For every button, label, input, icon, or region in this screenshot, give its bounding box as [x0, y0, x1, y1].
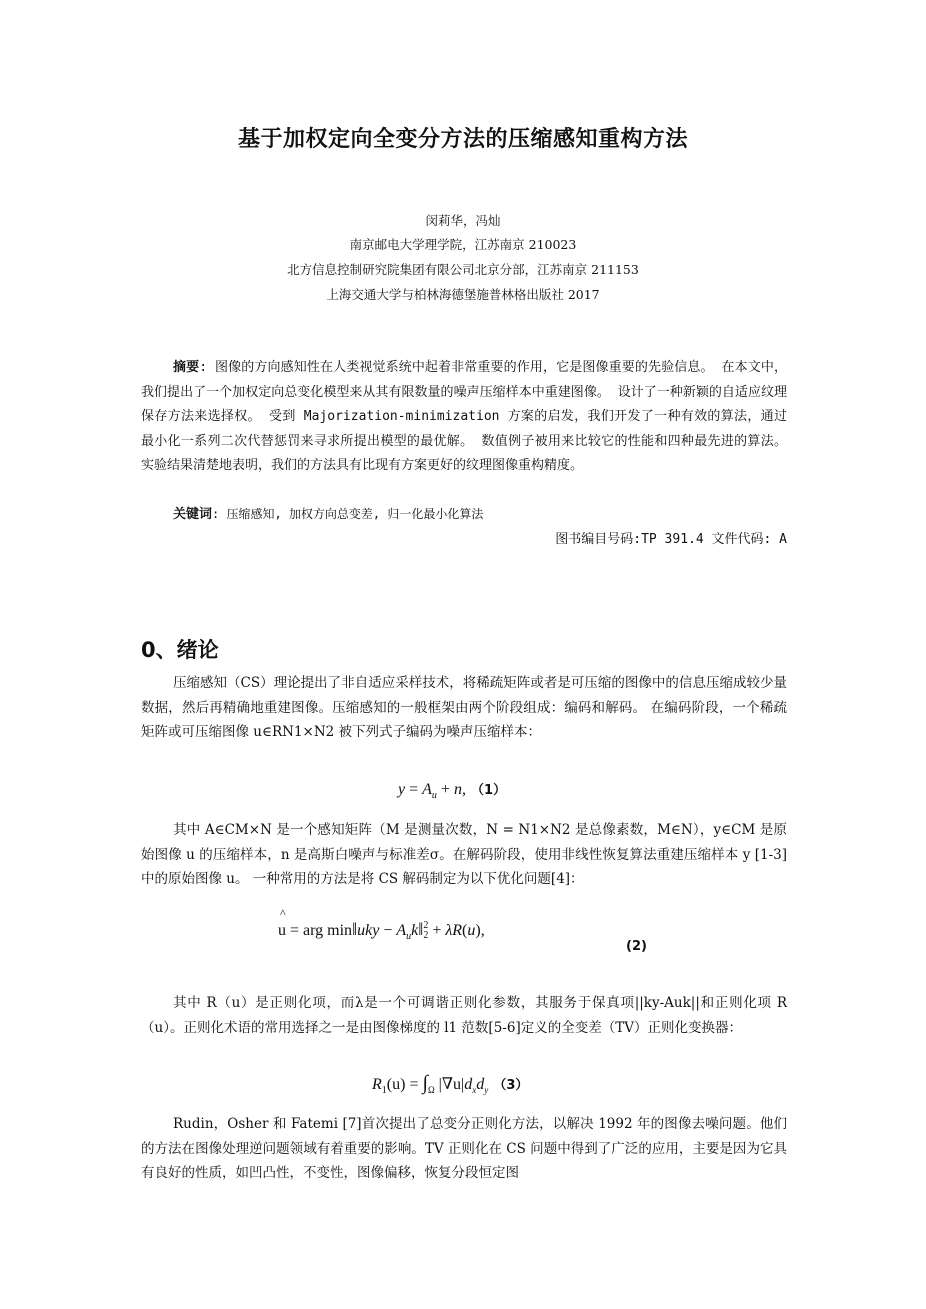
- abstract-text: : 图像的方向感知性在人类视觉系统中起着非常重要的作用，它是图像重要的先验信息。 在本文中，我们提出了一个加权定向总变化模型来从其有限数量的噪声压缩样本中重建图像。 设计了一种新颖的自适应纹理保存方法来选择权。 受到 Majorization-minimization 方案的启发，我们开发了一种有效的算法，通过最小化一系列二次代替惩罚来寻求所提出模型的最优解。 数值例子被用来比较它的性能和四种最先进的算法。 实验结果清楚地表明，我们的方法具有比现有方案更好的纹理图像重构精度。: [141, 360, 787, 473]
- equation-3-formula: $R_1(u) = \int_\Omega$ $|\nabla u|d_xd_y$: [372, 1072, 489, 1097]
- paragraph-2: 其中 A∈CM×N 是一个感知矩阵（M 是测量次数，N = N1×N2 是总像素数，M∈N），y∈CM 是原始图像 u 的压缩样本，n 是高斯白噪声与标准差σ。在解码阶段，使用非线性恢复算法重建压缩样本 y [1-3]中的原始图像 u。 一种常用的方法是将 CS 解码制定为以下优化问题[4]：: [141, 822, 787, 887]
- equation-1-number: （1）: [471, 783, 507, 798]
- equation-1: [398, 779, 506, 801]
- keywords-label: 关键词: [173, 507, 213, 522]
- section-heading: 0、绪论: [141, 638, 219, 662]
- paragraph-4: Rudin，Osher 和 Fatemi [7]首次提出了总变分正则化方法，以解决 1992 年的图像去噪问题。他们的方法在图像处理逆问题领域有着重要的影响。TV 正则化在 CS 问题中得到了广泛的应用，主要是因为它具有良好的性质，如凹凸性，不变性，图像偏移，恢复分段恒定图: [141, 1116, 787, 1181]
- equation-2: [278, 906, 485, 943]
- equation-3-number: （3）: [493, 1078, 529, 1093]
- keywords-text: : 压缩感知, 加权方向总变差, 归一化最小化算法: [212, 507, 484, 521]
- authors: 闵莉华，冯灿: [425, 213, 501, 228]
- abstract-label: 摘要: [173, 360, 200, 375]
- abstract: [141, 356, 787, 479]
- paragraph-1: 压缩感知（CS）理论提出了非自适应采样技术，将稀疏矩阵或者是可压缩的图像中的信息压缩成较少量数据，然后再精确地重建图像。压缩感知的一般框架由两个阶段组成：编码和解码。 在编码阶段，一个稀疏矩阵或可压缩图像 u∈RN1×N2 被下列式子编码为噪声压缩样本：: [141, 675, 787, 740]
- affiliation-2: 北方信息控制研究院集团有限公司北京分部，江苏南京 211153: [287, 262, 639, 277]
- equation-1-formula: $y = A_u + n$,: [398, 781, 466, 802]
- equation-3: [372, 1072, 528, 1096]
- equation-2-formula: ^ u = arg min‖uky − $A_uk‖2$ 2 + λR(u),: [278, 906, 485, 943]
- affiliation-3: 上海交通大学与柏林海德堡施普林格出版社 2017: [326, 287, 600, 302]
- paper-title: 基于加权定向全变分方法的压缩感知重构方法: [237, 126, 688, 152]
- paragraph-3: 其中 R（u）是正则化项，而λ是一个可调谐正则化参数，其服务于保真项||ky-Auk||和正则化项 R（u）。正则化术语的常用选择之一是由图像梯度的 l1 范数[5-6]定义的全变差（TV）正则化变换器：: [141, 995, 787, 1036]
- equation-2-number: (2): [626, 939, 647, 954]
- classification-line: 图书编目号码:TP 391.4 文件代码: A: [555, 532, 787, 547]
- affiliation-1: 南京邮电大学理学院，江苏南京 210023: [349, 237, 577, 252]
- keywords: [141, 503, 787, 522]
